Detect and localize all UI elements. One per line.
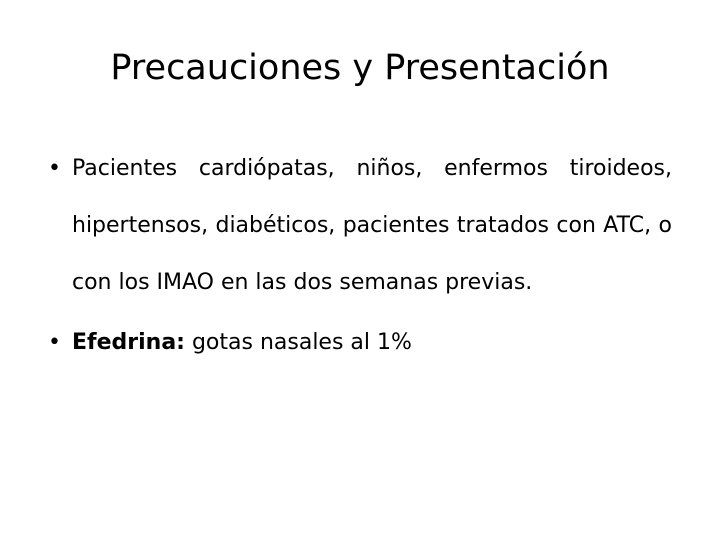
bullet-text: gotas nasales al 1% (184, 330, 412, 355)
bullet-bold-label: Efedrina: (72, 330, 185, 355)
bullet-point-icon: • (48, 156, 61, 181)
slide-title: Precauciones y Presentación (110, 48, 610, 88)
bullet-item-precautions (48, 140, 672, 311)
bullet-point-icon: • (48, 330, 61, 355)
bullet-text: Pacientes cardiópatas, niños, enfermos tiroideos, hipertensos, diabéticos, pacientes tratados con ATC, o con los IMAO en las dos semanas previas. (72, 156, 672, 295)
bullet-item-efedrina (48, 323, 672, 363)
bullet-list (48, 140, 672, 363)
